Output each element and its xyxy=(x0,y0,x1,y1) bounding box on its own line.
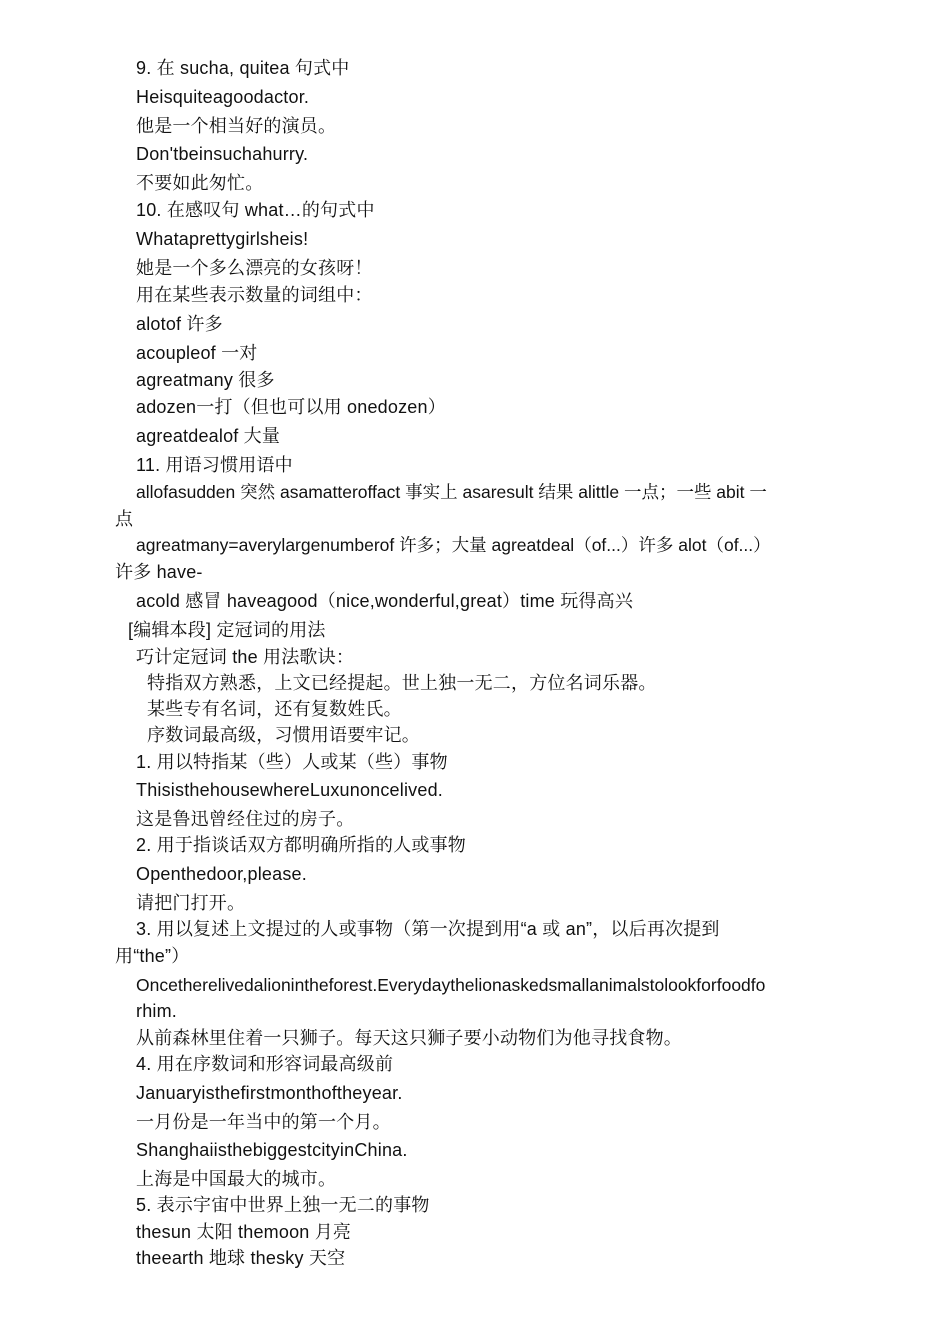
text-line: 他是一个相当好的演员。 xyxy=(136,116,337,136)
text-line: acold 感冒 haveagood（nice,wonderful,great）time 玩得高兴 xyxy=(136,591,634,611)
text-line: acoupleof 一对 xyxy=(136,343,258,363)
text-line: Januaryisthefirstmonthoftheyear. xyxy=(136,1083,403,1103)
text-line: 这是鲁迅曾经住过的房子。 xyxy=(136,809,355,829)
text-line: 3. 用以复述上文提过的人或事物（第一次提到用“a 或 an”，以后再次提到 xyxy=(136,919,720,939)
text-line: Openthedoor,please. xyxy=(136,864,307,884)
text-line: ThisisthehousewhereLuxunoncelived. xyxy=(136,780,443,800)
text-line: agreatmany=averylargenumberof 许多；大量 agreatdeal（of...）许多 alot（of...） xyxy=(136,535,771,555)
text-line: 许多 have- xyxy=(115,562,203,582)
text-line: 不要如此匆忙。 xyxy=(136,173,264,193)
text-line: 巧计定冠词 the 用法歌诀： xyxy=(136,647,355,667)
text-line: 她是一个多么漂亮的女孩呀！ xyxy=(136,258,373,278)
text-line: 2. 用于指谈话双方都明确所指的人或事物 xyxy=(136,835,467,855)
text-line: 点 xyxy=(115,509,134,529)
text-line: 序数词最高级，习惯用语要牢记。 xyxy=(147,725,420,745)
text-line: ShanghaiisthebiggestcityinChina. xyxy=(136,1140,408,1160)
text-line: alotof 许多 xyxy=(136,314,223,334)
text-line: Heisquiteagoodactor. xyxy=(136,87,310,107)
text-line: 5. 表示宇宙中世界上独一无二的事物 xyxy=(136,1195,430,1215)
text-line: 1. 用以特指某（些）人或某（些）事物 xyxy=(136,752,448,772)
text-line: 用“the”） xyxy=(115,946,190,966)
text-line: 上海是中国最大的城市。 xyxy=(136,1169,337,1189)
text-line: Oncetherelivedalionintheforest.Everydaythelionaskedsmallanimalstolookforfoodfo xyxy=(136,975,766,995)
text-line: 从前森林里住着一只狮子。每天这只狮子要小动物们为他寻找食物。 xyxy=(136,1028,682,1048)
text-line: rhim. xyxy=(136,1001,177,1021)
text-line: Whataprettygirlsheis! xyxy=(136,229,309,249)
text-line: allofasudden 突然 asamatteroffact 事实上 asaresult 结果 alittle 一点；一些 abit 一 xyxy=(136,482,767,502)
text-line: 请把门打开。 xyxy=(136,893,246,913)
text-line: adozen一打（但也可以用 onedozen） xyxy=(136,397,446,417)
text-line: 一月份是一年当中的第一个月。 xyxy=(136,1112,391,1132)
section-heading: [编辑本段] 定冠词的用法 xyxy=(128,620,326,640)
text-line: 11. 用语习惯用语中 xyxy=(136,455,293,475)
text-line: 特指双方熟悉，上文已经提起。世上独一无二，方位名词乐器。 xyxy=(147,673,657,693)
text-line: agreatdealof 大量 xyxy=(136,426,281,446)
text-line: 用在某些表示数量的词组中： xyxy=(136,285,373,305)
text-line: 4. 用在序数词和形容词最高级前 xyxy=(136,1054,394,1074)
text-line: theearth 地球 thesky 天空 xyxy=(136,1248,346,1268)
text-line: thesun 太阳 themoon 月亮 xyxy=(136,1222,352,1242)
text-line: 某些专有名词，还有复数姓氏。 xyxy=(147,699,402,719)
text-line: agreatmany 很多 xyxy=(136,370,275,390)
text-line: Don'tbeinsuchahurry. xyxy=(136,144,309,164)
text-line: 9. 在 sucha, quitea 句式中 xyxy=(136,58,350,78)
text-line: 10. 在感叹句 what…的句式中 xyxy=(136,200,375,220)
